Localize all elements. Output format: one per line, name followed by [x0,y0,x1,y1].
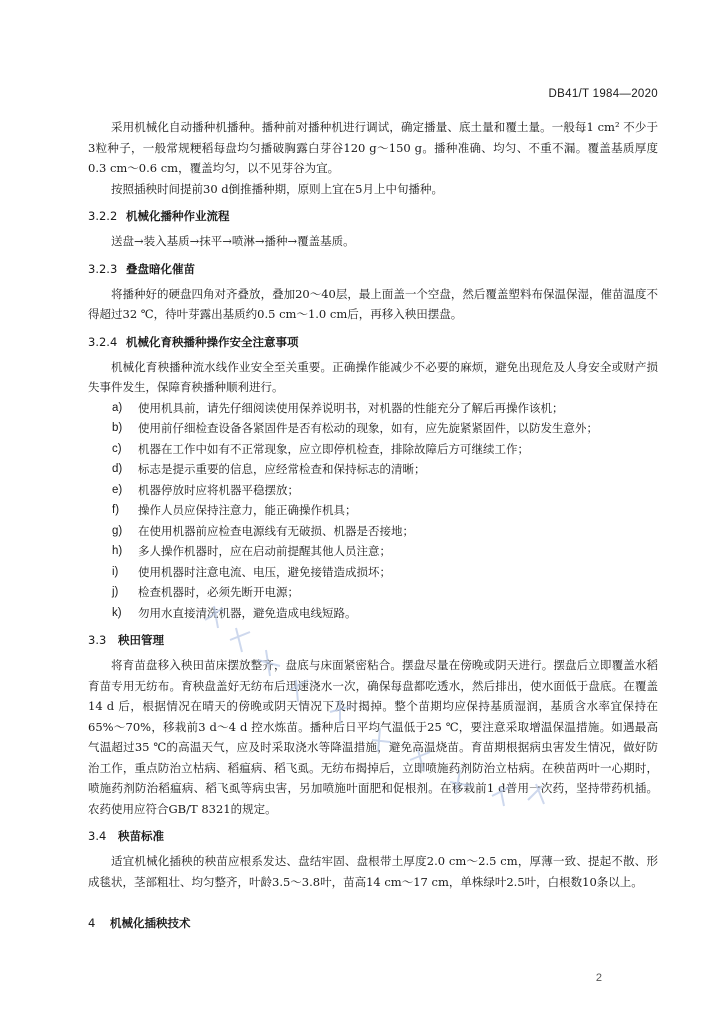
list-marker: h) [112,545,123,557]
document-body [88,117,658,934]
list-item [112,562,658,583]
heading-title: 机械化插秧技术 [110,916,191,930]
list-marker: b) [112,422,123,434]
list-item [112,500,658,521]
list-item [112,459,658,480]
safety-list [88,398,658,624]
heading-number: 3.2.3 [88,261,118,276]
list-marker: k) [112,606,122,619]
list-item [112,480,658,501]
heading-3-2-2 [88,205,658,227]
list-marker: i) [112,565,119,578]
list-item [112,603,658,624]
list-item [112,582,658,603]
list-text: 使用前仔细检查设备各紧固件是否有松动的现象，如有，应先旋紧紧固件，以防发生意外； [138,421,598,435]
heading-title: 机械化育秧播种操作安全注意事项 [126,334,299,349]
list-text: 在使用机器前应检查电源线有无破损、机器是否接地； [138,523,414,538]
paragraph-sowing-method: 采用机械化自动播种机播种。播种前对播种机进行调试，确定播量、底土量和覆土量。一般每1 cm² 不少于3粒种子，一般常规粳稻每盘均匀播破胸露白芽谷120 g～150 g。播种准确、均匀、不重不漏。覆盖基质厚度0.3 cm～0.6 cm，覆盖均匀，以不见芽谷为宜。 [88,120,658,175]
heading-number: 3.2.2 [88,209,118,223]
list-marker: c) [112,442,122,455]
paragraph-stacking: 将播种好的硬盘四角对齐叠放，叠加20～40层，最上面盖一个空盘，然后覆盖塑料布保温保湿，催苗温度不得超过32 ℃，待叶芽露出基质约0.5 cm～1.0 cm后，再移入秧田摆盘。 [88,286,658,321]
paragraph-sowing-flow: 送盘→装入基质→抹平→喷淋→播种→覆盖基质。 [111,234,355,248]
list-text: 多人操作机器时，应在启动前提醒其他人员注意； [138,544,391,558]
document-code: DB41/T 1984—2020 [548,88,658,100]
list-text: 勿用水直接清洗机器，避免造成电线短路。 [138,605,357,620]
page-number: 2 [595,972,602,984]
list-text: 操作人员应保持注意力，能正确操作机具； [138,503,357,517]
list-text: 标志是提示重要的信息，应经常检查和保持标志的清晰； [138,462,426,476]
list-text: 使用机具前，请先仔细阅读使用保养说明书，对机器的性能充分了解后再操作该机； [138,400,564,415]
heading-number: 4 [88,916,96,930]
heading-number: 3.4 [88,829,107,843]
list-marker: a) [112,401,123,414]
paragraph-safety-intro: 机械化育秧播种流水线作业安全至关重要。正确操作能减少不必要的麻烦，避免出现危及人身安全或财产损失事件发生，保障育秧播种顺利进行。 [88,359,658,394]
list-item [112,418,658,439]
list-marker: e) [112,483,123,496]
heading-3-3 [88,629,658,651]
paragraph-sowing-date: 按照插秧时间提前30 d倒推播种期，原则上宜在5月上中旬播种。 [111,181,443,196]
list-item [112,541,658,562]
heading-title: 机械化播种作业流程 [126,209,230,223]
heading-title: 秧苗标准 [118,829,164,843]
heading-number: 3.3 [88,633,107,647]
heading-3-2-4 [88,331,658,353]
heading-title: 秧田管理 [118,633,164,647]
heading-3-2-3 [88,258,658,280]
heading-title: 叠盘暗化催苗 [126,261,195,276]
paragraph-seedling-standard: 适宜机械化插秧的秧苗应根系发达、盘结牢固、盘根带土厚度2.0 cm～2.5 cm，厚薄一致、提起不散、形成毯状，茎部粗壮、均匀整齐，叶龄3.5～3.8叶，苗高14 cm～17 cm，单株绿叶2.5叶，白根数10条以上。 [88,854,658,889]
list-text: 检查机器时，必须先断开电源； [138,585,299,599]
list-item [112,398,658,419]
list-item [112,521,658,542]
list-marker: j) [112,586,119,598]
list-marker: f) [112,504,120,516]
list-text: 机器在工作中如有不正常现象，应立即停机检查，排除故障后方可继续工作； [138,441,529,456]
heading-3-4 [88,825,658,847]
heading-4 [88,912,658,934]
heading-number: 3.2.4 [88,334,118,349]
paragraph-seedbed-management: 将育苗盘移入秧田苗床摆放整齐，盘底与床面紧密粘合。摆盘尽量在傍晚或阴天进行。摆盘后立即覆盖水稻育苗专用无纺布。育秧盘盖好无纺布后迅速浇水一次，确保每盘都吃透水，然后排出，使水面低于盘底。在覆盖14 d 后，根据情况在晴天的傍晚或阴天情况下及时揭掉。整个苗期均应保持基质湿润，基质含水率宜保持在65%～70%，移栽前3 d～4 d 控水炼苗。播种后日平均气温低于25 ℃，要注意采取增温保温措施。如遇最高气温超过35 ℃的高温天气，应及时采取浇水等降温措施，避免高温烧苗。育苗期根据病虫害发生情况，做好防治工作，重点防治立枯病、稻瘟病、稻飞虱。无纺布揭掉后，立即喷施药剂防治立枯病。在秧苗两叶一心期时，喷施药剂防治稻瘟病、稻飞虱等病虫害，另加喷施叶面肥和促根剂。在移栽前1 d普用一次药，坚持带药机插。农药使用应符合GB/T 8321的规定。 [88,658,658,816]
list-text: 使用机器时注意电流、电压，避免接错造成损坏； [138,564,391,579]
list-marker: d) [112,463,123,475]
list-item [112,439,658,460]
list-text: 机器停放时应将机器平稳摆放； [138,482,299,497]
list-marker: g) [112,524,123,537]
